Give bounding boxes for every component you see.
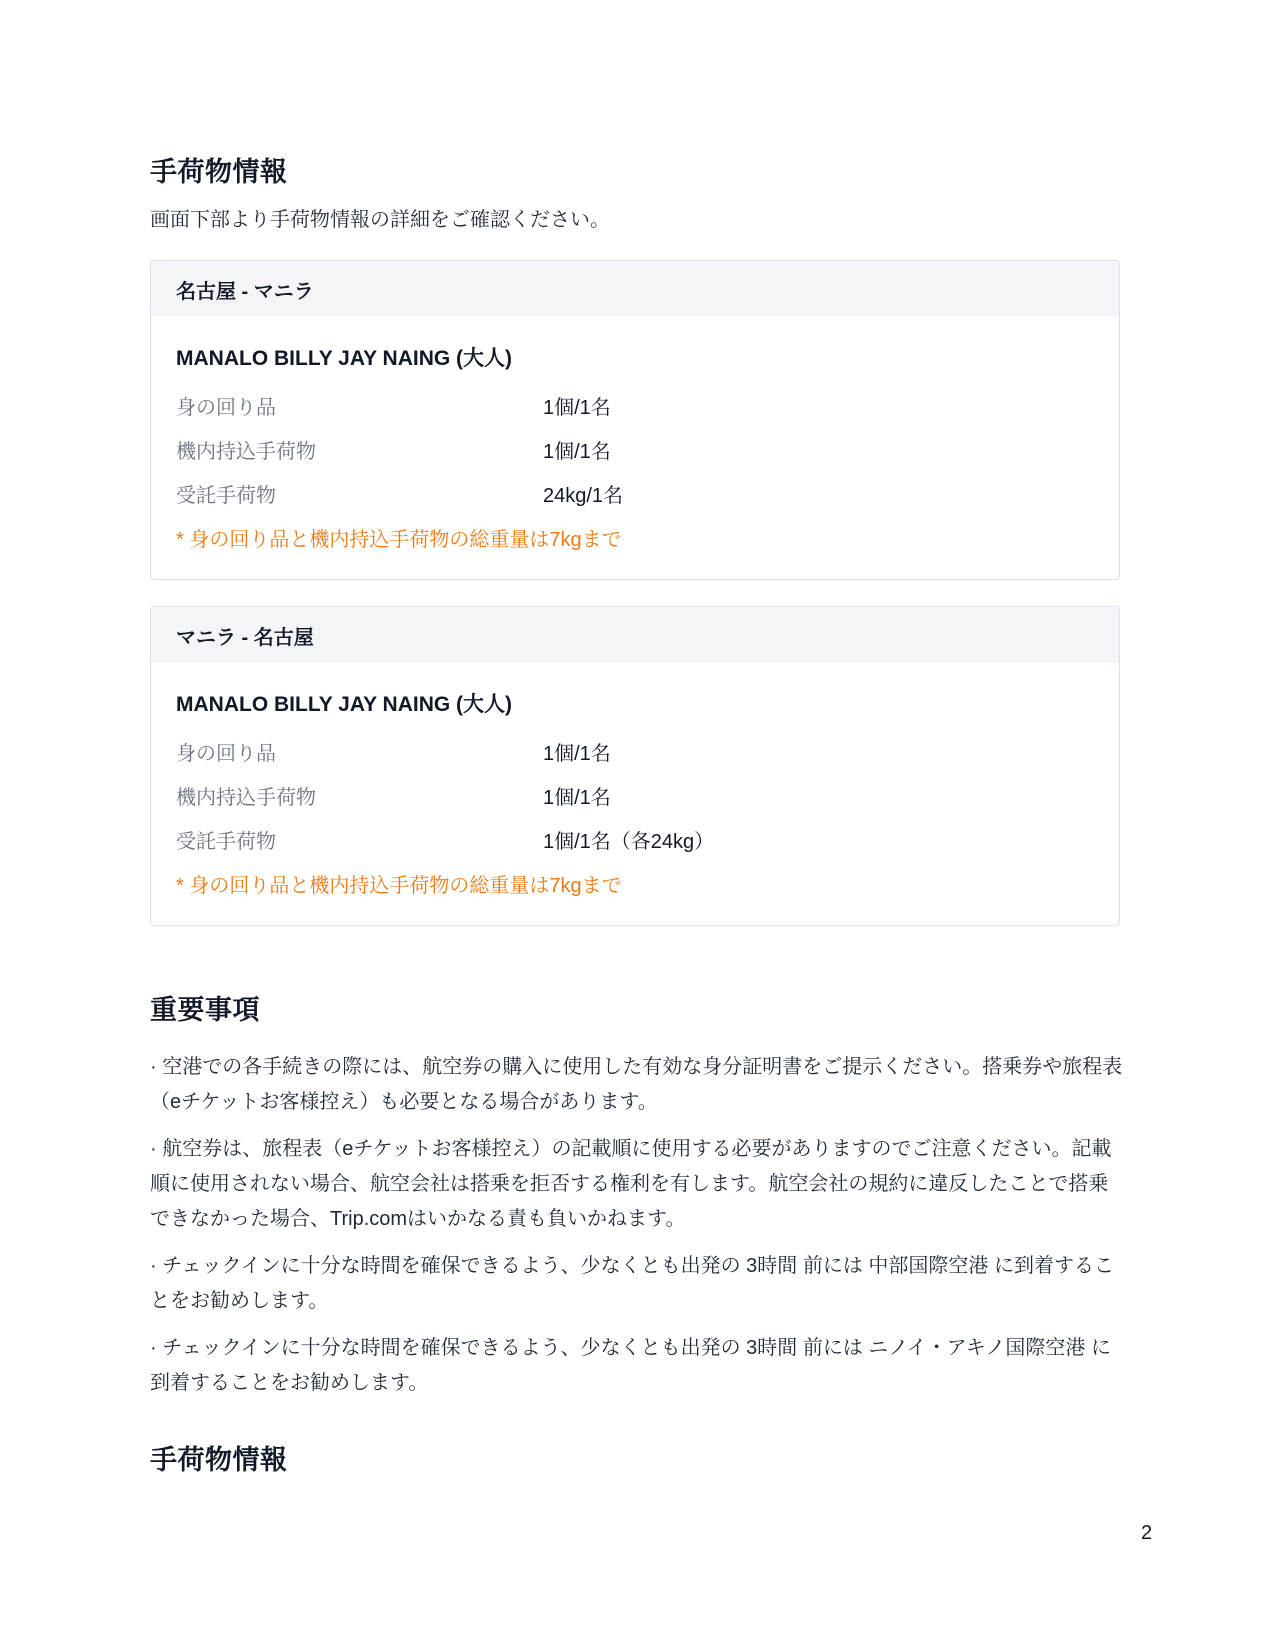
passenger-name: MANALO BILLY JAY NAING (大人): [176, 693, 513, 716]
list-item: · チェックインに十分な時間を確保できるよう、少なくとも出発の 3時間 前には 中部国際空港 に到着することをお勧めします。: [150, 1255, 1114, 1312]
baggage-row-checked: [176, 471, 1094, 515]
row-label: 受託手荷物: [176, 830, 276, 853]
baggage-info-title: 手荷物情報: [150, 157, 288, 187]
row-label: 身の回り品: [176, 742, 276, 765]
route-header: マニラ - 名古屋: [151, 607, 1119, 663]
weight-limit-note: * 身の回り品と機内持込手荷物の総重量は7kgまで: [176, 874, 622, 897]
row-value: 24kg/1名: [543, 484, 624, 507]
row-label: 受託手荷物: [176, 484, 276, 507]
passenger-name: MANALO BILLY JAY NAING (大人): [176, 347, 513, 370]
card-body: [151, 317, 1119, 559]
row-value: 1個/1名: [543, 440, 611, 463]
list-item: · チェックインに十分な時間を確保できるよう、少なくとも出発の 3時間 前には ニノイ・アキノ国際空港 に到着することをお勧めします。: [150, 1337, 1111, 1394]
baggage-row-checked: [176, 817, 1094, 861]
route-header: 名古屋 - マニラ: [151, 261, 1119, 317]
row-label: 機内持込手荷物: [176, 786, 316, 809]
important-notes-list: [150, 1050, 1125, 1413]
row-label: 身の回り品: [176, 396, 276, 419]
baggage-info-title-continued: 手荷物情報: [150, 1445, 288, 1475]
row-value: 1個/1名: [543, 742, 611, 765]
card-body: [151, 663, 1119, 905]
list-item: · 航空券は、旅程表（eチケットお客様控え）の記載順に使用する必要がありますのでご注意ください。記載順に使用されない場合、航空会社は搭乗を拒否する権利を有します。航空会社の規約に違反したことで搭乗できなかった場合、Trip.comはいかなる責も負いかねます。: [150, 1138, 1112, 1230]
row-label: 機内持込手荷物: [176, 440, 316, 463]
baggage-card-return: [150, 606, 1120, 926]
baggage-row-carry-on: [176, 773, 1094, 817]
baggage-info-intro: 画面下部より手荷物情報の詳細をご確認ください。: [150, 209, 610, 231]
important-notes-title: 重要事項: [150, 995, 260, 1025]
baggage-row-carry-on: [176, 427, 1094, 471]
row-value: 1個/1名（各24kg）: [543, 830, 715, 853]
baggage-card-outbound: [150, 260, 1120, 580]
row-value: 1個/1名: [543, 396, 611, 419]
row-value: 1個/1名: [543, 786, 611, 809]
weight-limit-note: * 身の回り品と機内持込手荷物の総重量は7kgまで: [176, 528, 622, 551]
list-item: · 空港での各手続きの際には、航空券の購入に使用した有効な身分証明書をご提示ください。搭乗券や旅程表（eチケットお客様控え）も必要となる場合があります。: [150, 1056, 1123, 1113]
baggage-row-personal-item: [176, 383, 1094, 427]
baggage-row-personal-item: [176, 729, 1094, 773]
page-number: 2: [1141, 1522, 1153, 1544]
